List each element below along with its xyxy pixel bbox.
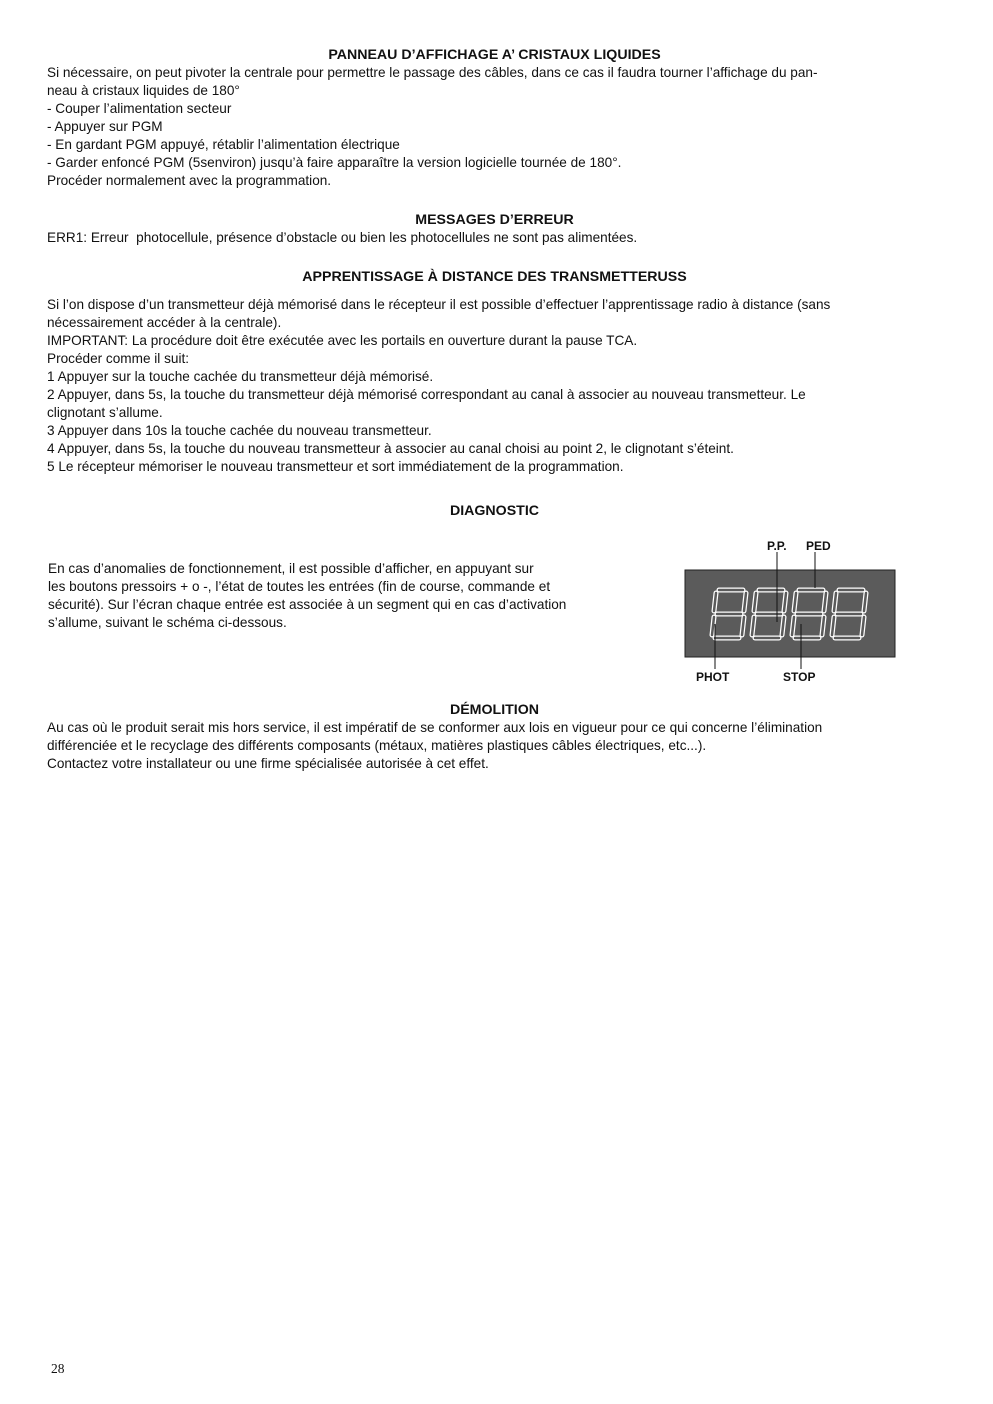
step-item: 2 Appuyer, dans 5s, la touche du transmetteur déjà mémorisé correspondant au canal à associer au nouveau transmetteur. Le (47, 387, 806, 402)
paragraph-line: s’allume, suivant le schéma ci-dessous. (48, 615, 287, 630)
paragraph-line: Si l’on dispose d’un transmetteur déjà mémorisé dans le récepteur il est possible d’effectuer l’apprentissage radio à distance (sans (47, 297, 831, 312)
paragraph-line: Au cas où le produit serait mis hors service, il est impératif de se conformer aux lois en vigueur pour ce qui concerne l’élimination (47, 720, 823, 735)
step-item: 4 Appuyer, dans 5s, la touche du nouveau transmetteur à associer au canal choisi au point 2, le clignotant s’éteint. (47, 441, 734, 456)
diagnostic-title: DIAGNOSTIC (449, 503, 540, 519)
diagnostic-section (47, 502, 942, 684)
step-item: clignotant s’allume. (47, 405, 163, 420)
stop-label: STOP (783, 670, 816, 684)
list-item: - Garder enfoncé PGM (5senviron) jusqu’à faire apparaître la version logicielle tournée de 180°. (47, 155, 622, 170)
paragraph-line: Contactez votre installateur ou une firme spécialisée autorisée à cet effet. (47, 756, 489, 771)
list-item: - Couper l’alimentation secteur (47, 101, 232, 116)
ped-label: PED (806, 539, 831, 553)
segment-display-diagram (684, 534, 899, 684)
paragraph-line: différenciée et le recyclage des différents composants (métaux, matières plastiques câbles électriques, etc...). (47, 738, 707, 753)
remote-learning-section (47, 268, 942, 476)
paragraph-line: Procéder comme il suit: (47, 351, 190, 366)
phot-label: PHOT (696, 670, 730, 684)
demolition-title: DÉMOLITION (449, 702, 540, 718)
error-messages-section (47, 211, 942, 247)
remote-learning-title: APPRENTISSAGE À DISTANCE DES TRANSMETTERUSS (302, 269, 687, 285)
paragraph-line: les boutons pressoirs + o -, l’état de toutes les entrées (fin de course, commande et (48, 579, 551, 594)
paragraph-line: ERR1: Erreur photocellule, présence d’obstacle ou bien les photocellules ne sont pas alimentées. (47, 230, 638, 245)
paragraph-line: IMPORTANT: La procédure doit être exécutée avec les portails en ouverture durant la pause TCA. (47, 333, 638, 348)
paragraph-line: Si nécessaire, on peut pivoter la centrale pour permettre le passage des câbles, dans ce cas il faudra tourner l’affichage du pan- (47, 65, 818, 80)
paragraph-line: neau à cristaux liquides de 180° (47, 83, 240, 98)
diagnostic-text (48, 560, 648, 632)
step-item: 5 Le récepteur mémoriser le nouveau transmetteur et sort immédiatement de la programmation. (47, 459, 624, 474)
step-item: 1 Appuyer sur la touche cachée du transmetteur déjà mémorisé. (47, 369, 434, 384)
error-messages-title: MESSAGES D’ERREUR (415, 212, 574, 228)
page-number: 28 (51, 1361, 65, 1376)
list-item: - En gardant PGM appuyé, rétablir l’alimentation électrique (47, 137, 400, 152)
lcd-panel-section (47, 46, 942, 190)
step-item: 3 Appuyer dans 10s la touche cachée du nouveau transmetteur. (47, 423, 432, 438)
lcd-panel-title: PANNEAU D’AFFICHAGE A’ CRISTAUX LIQUIDES (328, 47, 661, 63)
demolition-section (47, 701, 942, 773)
paragraph-line: nécessairement accéder à la centrale). (47, 315, 282, 330)
list-item: - Appuyer sur PGM (47, 119, 163, 134)
paragraph-line: sécurité). Sur l’écran chaque entrée est associée à un segment qui en cas d’activation (48, 597, 567, 612)
paragraph-line: En cas d’anomalies de fonctionnement, il est possible d’afficher, en appuyant sur (48, 561, 534, 576)
pp-label: P.P. (767, 539, 787, 553)
paragraph-line: Procéder normalement avec la programmation. (47, 173, 332, 188)
